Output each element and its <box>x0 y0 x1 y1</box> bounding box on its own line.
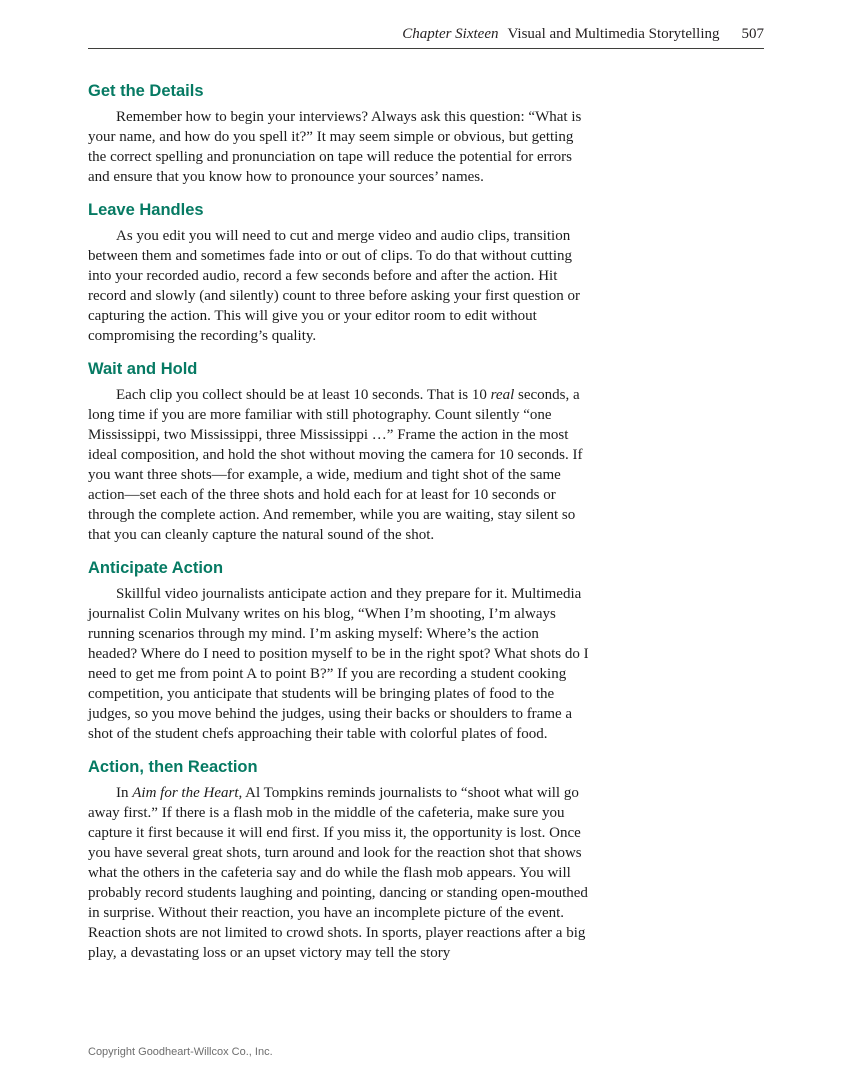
text-run: Remember how to begin your interviews? Always ask this question: “What is your name, and how do you spell it?” It may seem simple or obvious, but getting the correct spelling and pronunciation on tape will reduce the potential for errors and ensure that you know how to pronounce your sources’ names. <box>88 109 582 185</box>
section-anticipate-action <box>88 559 590 744</box>
section-heading: Anticipate Action <box>88 559 224 577</box>
chapter-label: Chapter Sixteen <box>402 26 499 42</box>
section-heading: Leave Handles <box>88 201 204 219</box>
page-content <box>88 68 590 963</box>
header-rule <box>88 48 764 49</box>
text-run: seconds, a long time if you are more familiar with still photography. Count silently “one Mississippi, two Mississippi, three Mississippi …” Frame the action in the most ideal composition, and hold the shot without moving the camera for 10 seconds. If you want three shots—for example, a wide, medium and tight shot of the same action—set each of the three shots and hold each for at least for 10 seconds or through the complete action. And remember, while you are waiting, stay silent so that you can cleanly capture the natural sound of the shot. <box>88 387 583 543</box>
section-heading: Get the Details <box>88 82 204 100</box>
text-run: Skillful video journalists anticipate action and they prepare for it. Multimedia journalist Colin Mulvany writes on his blog, “When I’m shooting, I’m always running scenarios through my mind. I’m asking myself: Where’s the action headed? Where do I need to position myself to be in the right spot? What shots do I need to get me from point A to point B?” If you are recording a student cooking competition, you anticipate that students will be bringing plates of food to the judges, so you move behind the judges, using their backs or shoulders to frame a shot of the student chefs approaching their table with colorful plates of food. <box>88 586 589 742</box>
section-wait-and-hold <box>88 360 590 545</box>
paragraph <box>88 584 590 744</box>
text-run: , Al Tompkins reminds journalists to “shoot what will go away first.” If there is a flash mob in the middle of the cafeteria, make sure you capture it first because it will end first. If you miss it, the opportunity is lost. Once you have several great shots, turn around and look for the reaction shot that shows what the others in the cafeteria say and do while the flash mob appears. You will probably record students laughing and pointing, dancing or standing open-mouthed in surprise. Without their reaction, you have an incomplete picture of the event. Reaction shots are not limited to crowd shots. In sports, player reactions after a big play, a devastating loss or an upset victory may tell the story <box>88 785 588 961</box>
paragraph <box>88 107 590 187</box>
page-footer <box>88 1046 273 1058</box>
section-heading: Wait and Hold <box>88 360 198 378</box>
page-number: 507 <box>741 26 764 42</box>
paragraph <box>88 226 590 346</box>
paragraph <box>88 385 590 545</box>
copyright-text: Copyright Goodheart-Willcox Co., Inc. <box>88 1046 273 1058</box>
section-get-the-details <box>88 82 590 187</box>
paragraph <box>88 783 590 963</box>
running-head-title: Visual and Multimedia Storytelling <box>507 26 720 42</box>
text-run: As you edit you will need to cut and merge video and audio clips, transition between them and sometimes fade into or out of clips. To do that without cutting into your recorded audio, record a few seconds before and after the action. Hit record and slowly (and silently) count to three before asking your first question or capturing the action. This will give you or your editor room to edit without compromising the recording’s quality. <box>88 228 580 344</box>
section-leave-handles <box>88 201 590 346</box>
text-run: In <box>116 785 133 801</box>
text-run: Aim for the Heart <box>132 785 239 801</box>
text-run: real <box>490 387 515 403</box>
page-header <box>88 26 764 43</box>
section-action-then-reaction <box>88 758 590 963</box>
section-heading: Action, then Reaction <box>88 758 258 776</box>
text-run: Each clip you collect should be at least 10 seconds. That is 10 <box>116 387 491 403</box>
